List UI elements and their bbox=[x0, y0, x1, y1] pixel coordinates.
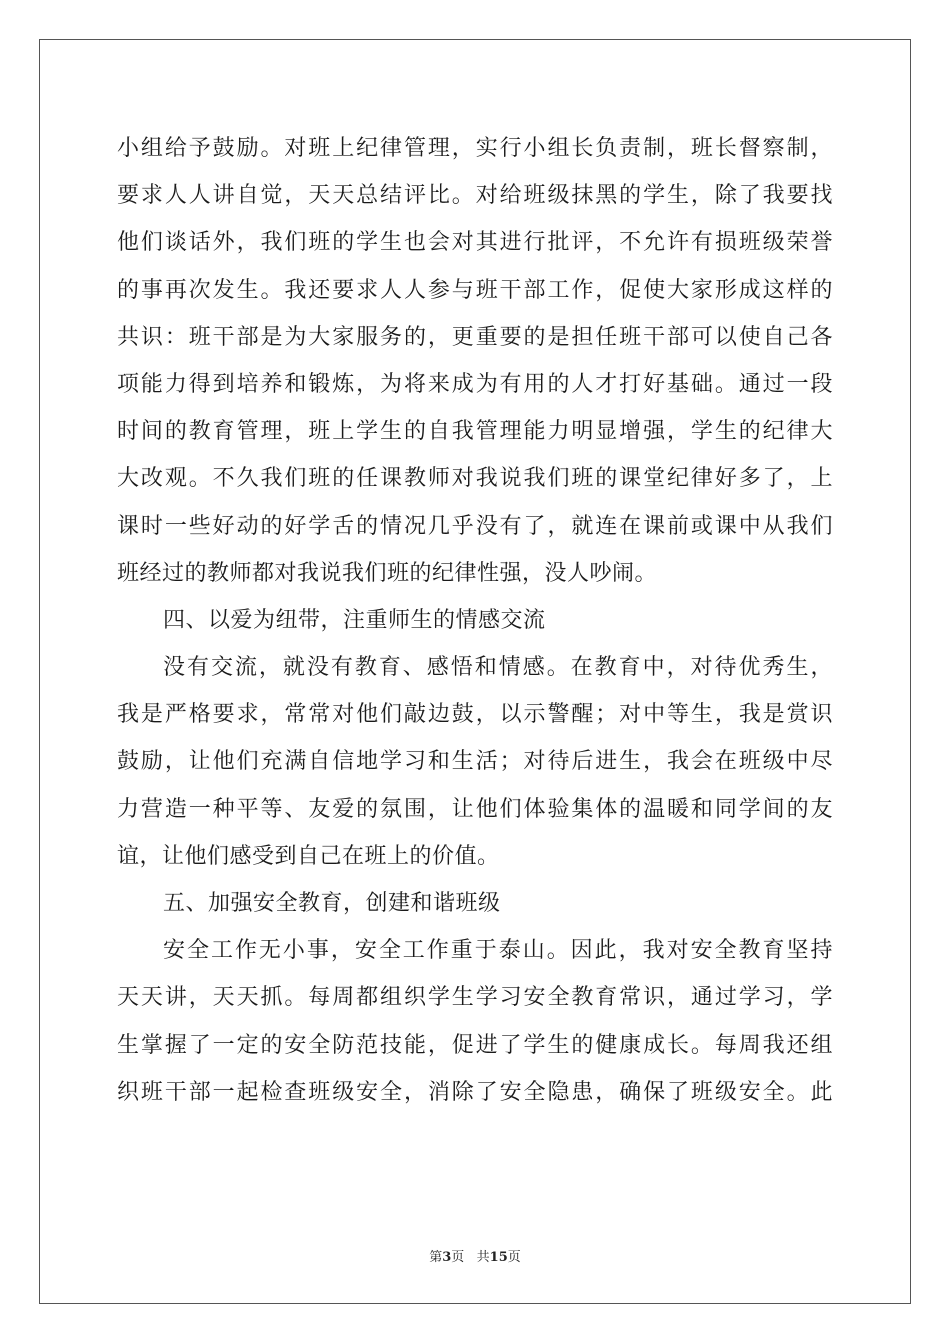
text-line: 班经过的教师都对我说我们班的纪律性强，没人吵闹。 bbox=[117, 560, 658, 586]
text-line: 天天讲，天天抓。每周都组织学生学习安全教育常识，通过学习，学 bbox=[117, 985, 833, 1011]
footer-suffix: 页 bbox=[507, 1250, 521, 1265]
text-line: 共识：班干部是为大家服务的，更重要的是担任班干部可以使自己各 bbox=[117, 324, 833, 350]
text-line: 课时一些好动的好学舌的情况几乎没有了，就连在课前或课中从我们 bbox=[117, 513, 833, 539]
text-line: 他们谈话外，我们班的学生也会对其进行批评，不允许有损班级荣誉 bbox=[117, 230, 833, 256]
text-line: 织班干部一起检查班级安全，消除了安全隐患，确保了班级安全。此 bbox=[117, 1079, 833, 1105]
text-line: 力营造一种平等、友爱的氛围，让他们体验集体的温暖和同学间的友 bbox=[117, 796, 833, 822]
text-line: 大改观。不久我们班的任课教师对我说我们班的课堂纪律好多了，上 bbox=[117, 466, 833, 492]
text-line: 生掌握了一定的安全防范技能，促进了学生的健康成长。每周我还组 bbox=[117, 1032, 833, 1058]
text-line: 四、以爱为纽带，注重师生的情感交流 bbox=[163, 607, 546, 633]
text-line: 谊，让他们感受到自己在班上的价值。 bbox=[117, 843, 500, 869]
footer-current-page: 3 bbox=[442, 1250, 452, 1265]
text-line: 没有交流，就没有教育、感悟和情感。在教育中，对待优秀生， bbox=[163, 655, 833, 681]
text-line: 安全工作无小事，安全工作重于泰山。因此，我对安全教育坚持 bbox=[163, 938, 833, 964]
text-line: 时间的教育管理，班上学生的自我管理能力明显增强，学生的纪律大 bbox=[117, 419, 833, 445]
text-line: 小组给予鼓励。对班上纪律管理，实行小组长负责制，班长督察制， bbox=[117, 136, 833, 161]
text-line: 要求人人讲自觉，天天总结评比。对给班级抹黑的学生，除了我要找 bbox=[117, 183, 833, 209]
text-line: 鼓励，让他们充满自信地学习和生活；对待后进生，我会在班级中尽 bbox=[117, 749, 833, 775]
document-body bbox=[117, 125, 833, 1116]
text-line: 项能力得到培养和锻炼，为将来成为有用的人才打好基础。通过一段 bbox=[117, 371, 833, 397]
page-footer bbox=[0, 1246, 950, 1265]
text-line: 的事再次发生。我还要求人人参与班干部工作，促使大家形成这样的 bbox=[117, 277, 833, 303]
text-line: 五、加强安全教育，创建和谐班级 bbox=[163, 891, 501, 916]
footer-total-pages: 15 bbox=[489, 1250, 508, 1265]
footer-prefix: 第 bbox=[429, 1250, 443, 1265]
text-line: 我是严格要求，常常对他们敲边鼓，以示警醒；对中等生，我是赏识 bbox=[117, 702, 833, 728]
footer-middle: 页 共 bbox=[451, 1250, 490, 1265]
